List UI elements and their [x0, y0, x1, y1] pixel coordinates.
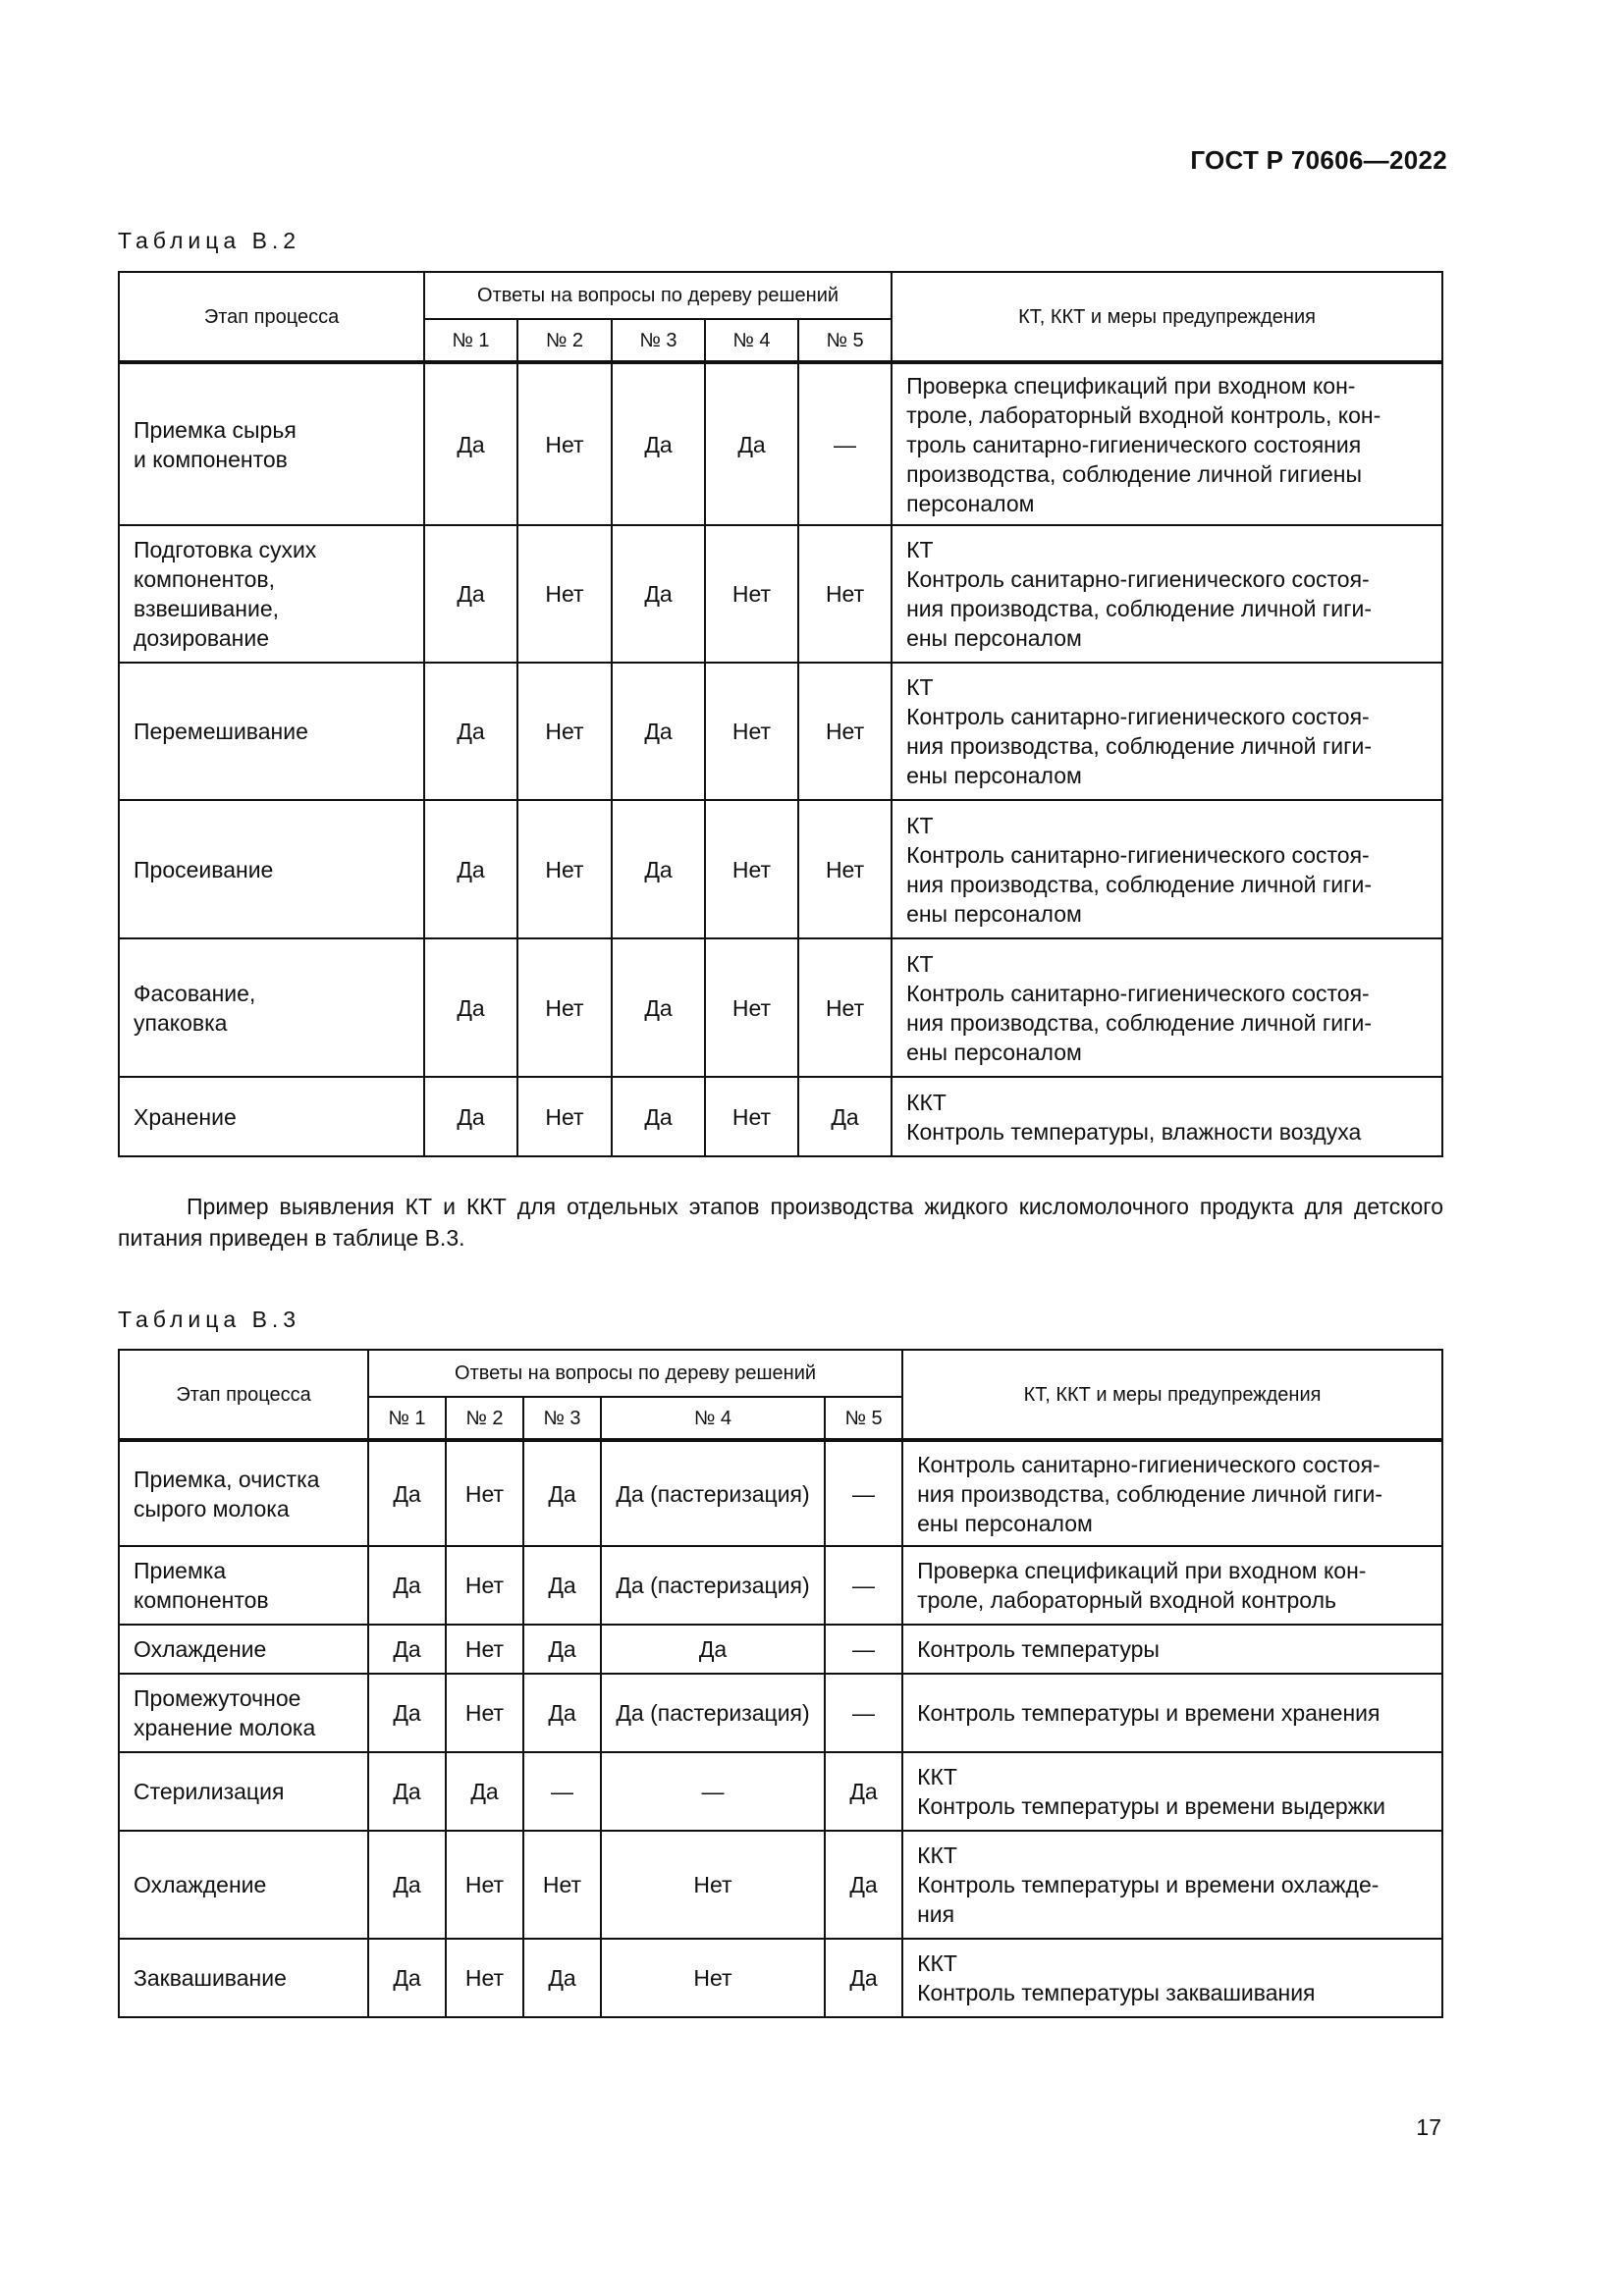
answer-cell: Нет	[705, 663, 798, 800]
table-row	[119, 525, 1442, 663]
stage-cell	[119, 1752, 368, 1831]
answer-cell: Да	[368, 1546, 446, 1625]
table-row	[119, 1625, 1442, 1674]
answer-cell: Нет	[446, 1625, 523, 1674]
stage-cell	[119, 1625, 368, 1674]
answer-cell: Да	[612, 663, 705, 800]
stage-cell	[119, 525, 424, 663]
measures-line: персоналом	[906, 490, 1035, 516]
measures-line: ены персоналом	[906, 1039, 1082, 1065]
measures-line: Контроль температуры, влажности воздуха	[906, 1118, 1362, 1145]
measures-cell	[902, 1939, 1442, 2017]
answer-cell: Да	[368, 1831, 446, 1939]
stage-line: компонентов,	[134, 566, 276, 592]
answer-cell: —	[798, 362, 892, 525]
answers-column-header: Ответы на вопросы по дереву решений	[424, 272, 892, 319]
table-b3	[118, 1349, 1443, 2018]
answer-cell: Да	[424, 938, 517, 1077]
measures-cell	[892, 525, 1442, 663]
measures-line: Проверка спецификаций при входном кон-	[906, 372, 1356, 399]
measures-line: КТ	[906, 537, 934, 562]
table-row	[119, 1077, 1442, 1156]
question-header: № 5	[798, 319, 892, 362]
question-header: № 4	[601, 1397, 825, 1440]
measures-line: производства, соблюдение личной гигиены	[906, 460, 1363, 487]
table-row	[119, 1752, 1442, 1831]
stage-cell	[119, 938, 424, 1077]
table-row	[119, 800, 1442, 938]
table-row	[119, 938, 1442, 1077]
answer-cell: —	[825, 1546, 902, 1625]
measures-line: Контроль санитарно-гигиенического состоя-	[906, 704, 1370, 729]
stage-line: и компонентов	[134, 446, 288, 472]
answers-column-header: Ответы на вопросы по дереву решений	[368, 1350, 902, 1397]
answer-cell: Да	[446, 1752, 523, 1831]
measures-line: ены персоналом	[906, 763, 1082, 788]
measures-line: троле, лабораторный входной контроль, кон-	[906, 401, 1381, 428]
stage-line: дозирование	[134, 625, 270, 651]
measures-cell	[902, 1831, 1442, 1939]
measures-column-header: КТ, ККТ и меры предупреждения	[892, 272, 1442, 362]
answer-cell: Да	[523, 1939, 601, 2017]
stage-line: упаковка	[134, 1009, 228, 1036]
measures-line: Контроль температуры и времени охлажде-	[917, 1872, 1380, 1897]
answer-cell: Да	[523, 1546, 601, 1625]
stage-line: Промежуточное	[134, 1685, 301, 1711]
measures-line: троле, лабораторный входной контроль	[917, 1587, 1336, 1613]
answer-cell: Нет	[798, 663, 892, 800]
measures-cell	[892, 800, 1442, 938]
measures-line: Контроль температуры заквашивания	[917, 1980, 1316, 2005]
stage-line: Просеивание	[134, 856, 274, 882]
answer-cell: —	[601, 1752, 825, 1831]
table-row	[119, 1546, 1442, 1625]
measures-line: ККТ	[906, 1089, 947, 1115]
question-header: № 3	[523, 1397, 601, 1440]
measures-line: Контроль санитарно-гигиенического состоя-	[906, 566, 1370, 592]
measures-line: ены персоналом	[906, 625, 1082, 651]
answer-cell: Да	[368, 1625, 446, 1674]
stage-cell	[119, 800, 424, 938]
table-b2-caption: Таблица В.2	[118, 228, 301, 253]
answer-cell: Нет	[517, 938, 612, 1077]
measures-line: ния производства, соблюдение личной гиги-	[906, 1009, 1373, 1036]
table-b2	[118, 271, 1443, 1157]
answer-cell: Нет	[517, 1077, 612, 1156]
answer-cell: Да	[612, 1077, 705, 1156]
question-header: № 2	[446, 1397, 523, 1440]
answer-cell: Да	[368, 1752, 446, 1831]
stage-cell	[119, 1546, 368, 1625]
measures-cell	[892, 663, 1442, 800]
table-row	[119, 663, 1442, 800]
measures-line: ены персоналом	[917, 1510, 1093, 1536]
answer-cell: Да	[798, 1077, 892, 1156]
answer-cell: Да	[424, 525, 517, 663]
answer-cell: Нет	[517, 800, 612, 938]
answer-cell: Нет	[798, 938, 892, 1077]
answer-cell: Нет	[798, 525, 892, 663]
table-b3-caption: Таблица В.3	[118, 1307, 301, 1332]
measures-cell	[902, 1625, 1442, 1674]
stage-line: хранение молока	[134, 1715, 316, 1740]
answer-cell: Нет	[523, 1831, 601, 1939]
answer-cell: —	[825, 1674, 902, 1752]
answer-cell: Нет	[517, 362, 612, 525]
stage-line: Фасование,	[134, 980, 256, 1006]
measures-cell	[902, 1752, 1442, 1831]
measures-line: Контроль санитарно-гигиенического состоя-	[917, 1451, 1380, 1477]
answer-cell: Да	[368, 1440, 446, 1546]
measures-line: ния	[917, 1901, 955, 1927]
stage-cell	[119, 1674, 368, 1752]
answer-cell: Да	[612, 938, 705, 1077]
answer-cell: Да	[601, 1625, 825, 1674]
question-header: № 5	[825, 1397, 902, 1440]
measures-cell	[892, 362, 1442, 525]
answer-cell: Нет	[705, 938, 798, 1077]
stage-cell	[119, 1077, 424, 1156]
stage-line: Заквашивание	[134, 1965, 287, 1991]
measures-cell	[892, 938, 1442, 1077]
stage-column-header: Этап процесса	[119, 272, 424, 362]
answer-cell: Да	[825, 1939, 902, 2017]
answer-cell: Да	[825, 1752, 902, 1831]
question-header: № 1	[424, 319, 517, 362]
stage-line: Перемешивание	[134, 719, 308, 744]
measures-line: КТ	[906, 674, 934, 700]
measures-line: Контроль санитарно-гигиенического состоя-	[906, 980, 1370, 1006]
answer-cell: —	[825, 1625, 902, 1674]
answer-cell: Да	[523, 1625, 601, 1674]
answer-cell: —	[523, 1752, 601, 1831]
question-header: № 2	[517, 319, 612, 362]
document-id: ГОСТ Р 70606—2022	[1190, 145, 1447, 175]
stage-cell	[119, 663, 424, 800]
measures-line: Проверка спецификаций при входном кон-	[917, 1558, 1367, 1583]
table-row	[119, 1674, 1442, 1752]
measures-line: Контроль температуры и времени выдержки	[917, 1793, 1385, 1819]
answer-cell: Нет	[517, 663, 612, 800]
table-row	[119, 1831, 1442, 1939]
answer-cell: Да	[825, 1831, 902, 1939]
stage-line: Стерилизация	[134, 1779, 285, 1804]
stage-column-header: Этап процесса	[119, 1350, 368, 1440]
body-paragraph: Пример выявления КТ и ККТ для отдельных этапов производства жидкого кисломолочного продукта для детского питания приведен в таблице В.3.	[118, 1194, 1443, 1251]
table-row	[119, 1440, 1442, 1546]
answer-cell: Да	[612, 525, 705, 663]
stage-cell	[119, 1939, 368, 2017]
stage-line: Охлаждение	[134, 1872, 267, 1897]
answer-cell: Да	[612, 362, 705, 525]
stage-line: Охлаждение	[134, 1636, 267, 1662]
stage-line: Приемка	[134, 1558, 227, 1583]
stage-line: Подготовка сухих	[134, 537, 317, 562]
stage-line: Приемка сырья	[134, 416, 297, 443]
answer-cell: Нет	[798, 800, 892, 938]
answer-cell: Да	[523, 1440, 601, 1546]
measures-line: ККТ	[917, 1950, 957, 1976]
answer-cell: Нет	[446, 1831, 523, 1939]
answer-cell: Нет	[517, 525, 612, 663]
measures-line: КТ	[906, 950, 934, 977]
answer-cell: Да	[612, 800, 705, 938]
answer-cell: Да (пастеризация)	[601, 1440, 825, 1546]
measures-line: Контроль температуры	[917, 1636, 1160, 1662]
table-row	[119, 362, 1442, 525]
answer-cell: Нет	[601, 1939, 825, 2017]
stage-line: взвешивание,	[134, 596, 280, 621]
measures-cell	[902, 1440, 1442, 1546]
answer-cell: Да	[424, 800, 517, 938]
answer-cell: Нет	[705, 1077, 798, 1156]
stage-cell	[119, 1440, 368, 1546]
measures-column-header: КТ, ККТ и меры предупреждения	[902, 1350, 1442, 1440]
measures-line: ния производства, соблюдение личной гиги-	[906, 733, 1373, 759]
measures-line: ния производства, соблюдение личной гиги-	[906, 596, 1373, 621]
stage-cell	[119, 1831, 368, 1939]
measures-line: Контроль температуры и времени хранения	[917, 1700, 1380, 1726]
stage-line: сырого молока	[134, 1495, 290, 1522]
page-number: 17	[1416, 2114, 1441, 2140]
answer-cell: Да	[424, 1077, 517, 1156]
answer-cell: —	[825, 1440, 902, 1546]
answer-cell: Да (пастеризация)	[601, 1546, 825, 1625]
answer-cell: Нет	[705, 800, 798, 938]
question-header: № 1	[368, 1397, 446, 1440]
question-header: № 4	[705, 319, 798, 362]
measures-cell	[892, 1077, 1442, 1156]
answer-cell: Да (пастеризация)	[601, 1674, 825, 1752]
table-row	[119, 1939, 1442, 2017]
stage-line: компонентов	[134, 1587, 269, 1613]
measures-line: ККТ	[917, 1842, 957, 1868]
answer-cell: Нет	[601, 1831, 825, 1939]
answer-cell: Да	[424, 663, 517, 800]
answer-cell: Да	[705, 362, 798, 525]
answer-cell: Нет	[446, 1939, 523, 2017]
measures-line: ены персоналом	[906, 900, 1082, 927]
measures-line: Контроль санитарно-гигиенического состоя-	[906, 841, 1370, 868]
stage-cell	[119, 362, 424, 525]
measures-line: КТ	[906, 812, 934, 838]
measures-line: троль санитарно-гигиенического состояния	[906, 431, 1362, 457]
question-header: № 3	[612, 319, 705, 362]
answer-cell: Нет	[705, 525, 798, 663]
answer-cell: Нет	[446, 1440, 523, 1546]
measures-line: ния производства, соблюдение личной гиги-	[906, 871, 1373, 897]
stage-line: Приемка, очистка	[134, 1466, 320, 1492]
answer-cell: Да	[523, 1674, 601, 1752]
answer-cell: Да	[368, 1674, 446, 1752]
measures-line: ния производства, соблюдение личной гиги-	[917, 1480, 1383, 1507]
measures-line: ККТ	[917, 1764, 957, 1789]
answer-cell: Да	[368, 1939, 446, 2017]
answer-cell: Нет	[446, 1674, 523, 1752]
measures-cell	[902, 1546, 1442, 1625]
measures-cell	[902, 1674, 1442, 1752]
answer-cell: Нет	[446, 1546, 523, 1625]
answer-cell: Да	[424, 362, 517, 525]
stage-line: Хранение	[134, 1103, 237, 1130]
